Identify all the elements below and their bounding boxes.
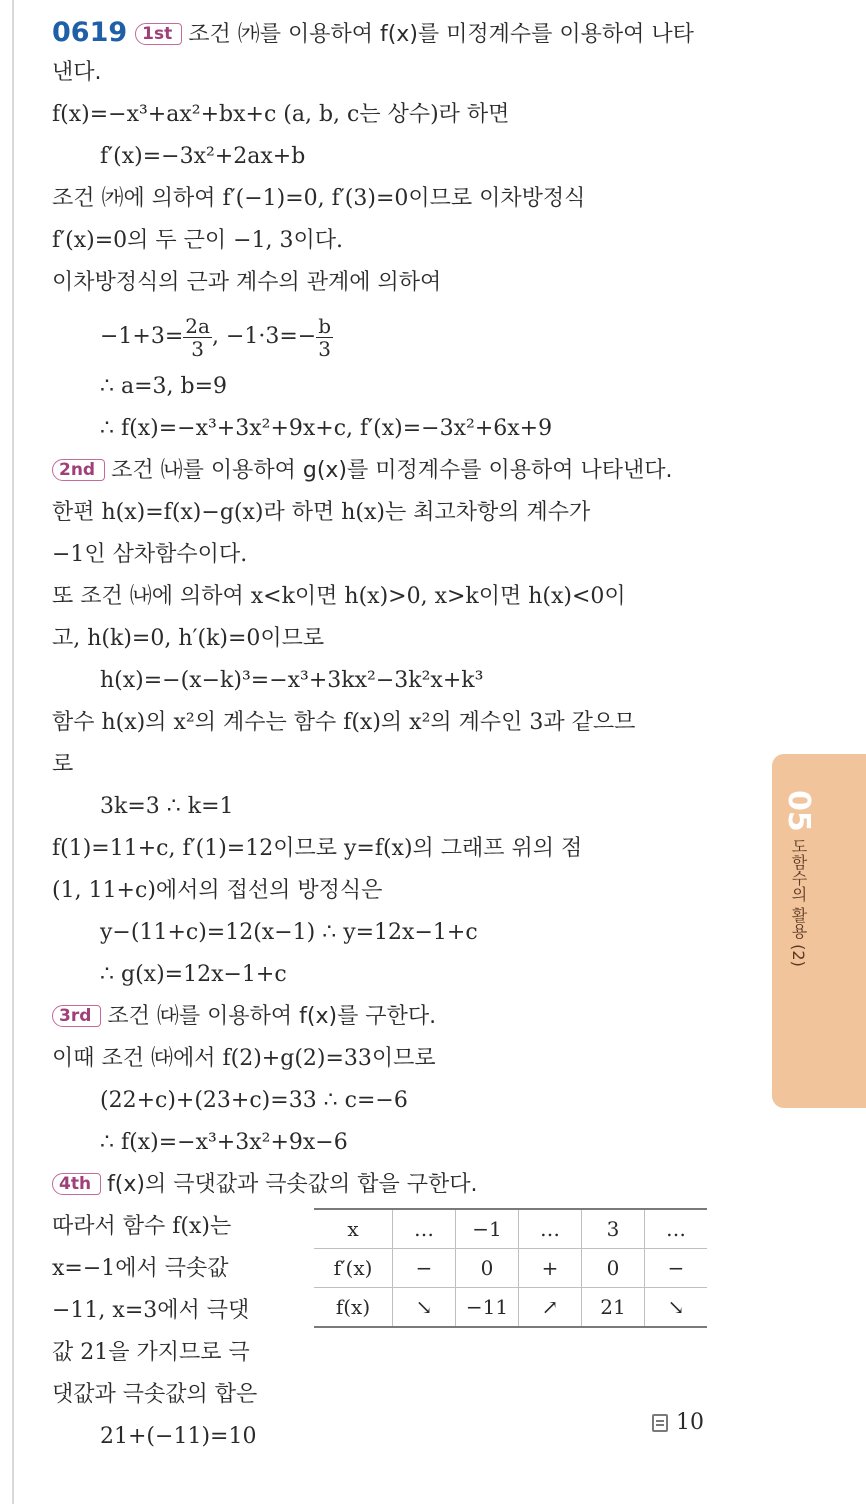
line-9: 한편 h(x)=f(x)−g(x)라 하면 h(x)는 최고차항의 계수가 (52, 500, 591, 525)
fraction-denominator: 3 (191, 336, 204, 361)
step4-title: f(x)의 극댓값과 극솟값의 합을 구한다. (107, 1172, 478, 1197)
fraction-denominator: 3 (318, 336, 331, 361)
line-3: 조건 ㈎에 의하여 f′(−1)=0, f′(3)=0이므로 이차방정식 (52, 186, 586, 211)
line-4: f′(x)=0의 두 근이 −1, 3이다. (52, 228, 344, 253)
page-margin-rule (12, 0, 14, 1504)
step-badge-4th: 4th (52, 1173, 101, 1195)
line-24: 따라서 함수 f(x)는 (52, 1214, 232, 1239)
table-cell: 0 (582, 1249, 645, 1288)
fraction-numerator: b (318, 313, 332, 338)
table-cell: f′(x) (314, 1249, 393, 1288)
table-cell: x (314, 1209, 393, 1249)
line-23: ∴ f(x)=−x³+3x²+9x−6 (100, 1130, 348, 1155)
table-cell: … (645, 1209, 708, 1249)
line-25: x=−1에서 극솟값 (52, 1256, 229, 1281)
line-13: h(x)=−(x−k)³=−x³+3kx²−3k²x+k³ (100, 668, 484, 693)
line-19: y−(11+c)=12(x−1) ∴ y=12x−1+c (100, 920, 478, 945)
line-8: ∴ f(x)=−x³+3x²+9x+c, f′(x)=−3x²+6x+9 (100, 416, 553, 441)
line-7: ∴ a=3, b=9 (100, 374, 228, 399)
table-cell: 3 (582, 1209, 645, 1249)
fraction-2a-over-3 (183, 315, 212, 360)
table-cell: … (393, 1209, 456, 1249)
line-11: 또 조건 ㈏에 의하여 x<k이면 h(x)>0, x>k이면 h(x)<0이 (52, 584, 626, 609)
step1-heading (52, 18, 694, 50)
line-14: 함수 h(x)의 x²의 계수는 함수 f(x)의 x²의 계수인 3과 같으므 (52, 710, 636, 735)
line-28: 댓값과 극솟값의 합은 (52, 1382, 258, 1407)
answer-icon (652, 1414, 668, 1432)
table-cell: + (519, 1249, 582, 1288)
table-cell: 21 (582, 1288, 645, 1328)
step1-title-cont: 낸다. (52, 60, 102, 85)
problem-number: 0619 (52, 17, 128, 48)
line-2: f′(x)=−3x²+2ax+b (100, 144, 306, 169)
vieta-product-left: , −1·3=− (211, 324, 317, 349)
line-27: 값 21을 가지므로 극 (52, 1340, 250, 1365)
decreasing-arrow-icon: ↘ (645, 1288, 708, 1328)
step-badge-2nd: 2nd (52, 459, 105, 481)
table-cell: 0 (456, 1249, 519, 1288)
step4-heading (52, 1170, 478, 1200)
step-badge-1st: 1st (135, 23, 182, 45)
line-16: 3k=3 ∴ k=1 (100, 794, 234, 819)
line-17: f(1)=11+c, f′(1)=12이므로 y=f(x)의 그래프 위의 점 (52, 836, 583, 861)
table-row (314, 1249, 707, 1288)
line-20: ∴ g(x)=12x−1+c (100, 962, 287, 987)
increase-decrease-table (314, 1208, 707, 1328)
line-6-vieta (100, 312, 333, 362)
line-26: −11, x=3에서 극댓 (52, 1298, 250, 1323)
step1-title: 조건 ㈎를 이용하여 f(x)를 미정계수를 이용하여 나타 (188, 22, 694, 47)
line-5: 이차방정식의 근과 계수의 관계에 의하여 (52, 270, 442, 295)
chapter-number: 05 (781, 790, 816, 832)
step2-heading (52, 456, 673, 486)
table-cell: −1 (456, 1209, 519, 1249)
vieta-sum-left: −1+3= (100, 324, 184, 349)
step3-heading (52, 1002, 436, 1032)
table-cell: − (645, 1249, 708, 1288)
table-cell: f(x) (314, 1288, 393, 1328)
fraction-b-over-3 (316, 315, 333, 360)
table-cell: … (519, 1209, 582, 1249)
fraction-numerator: 2a (185, 313, 210, 338)
line-15: 로 (52, 752, 74, 777)
increasing-arrow-icon: ↗ (519, 1288, 582, 1328)
line-21: 이때 조건 ㈐에서 f(2)+g(2)=33이므로 (52, 1046, 436, 1071)
decreasing-arrow-icon: ↘ (393, 1288, 456, 1328)
answer-value: 10 (676, 1410, 704, 1435)
step2-title: 조건 ㈏를 이용하여 g(x)를 미정계수를 이용하여 나타낸다. (111, 458, 673, 483)
line-22: (22+c)+(23+c)=33 ∴ c=−6 (100, 1088, 408, 1113)
table-row (314, 1288, 707, 1328)
step3-title: 조건 ㈐를 이용하여 f(x)를 구한다. (107, 1004, 437, 1029)
line-18: (1, 11+c)에서의 접선의 방정식은 (52, 878, 383, 903)
line-29: 21+(−11)=10 (100, 1424, 257, 1449)
chapter-title: 도함수의 활용 (2) (789, 838, 808, 967)
answer (652, 1410, 704, 1435)
line-1: f(x)=−x³+ax²+bx+c (a, b, c는 상수)라 하면 (52, 102, 510, 127)
line-10: −1인 삼차함수이다. (52, 542, 248, 567)
step-badge-3rd: 3rd (52, 1005, 101, 1027)
table-row (314, 1209, 707, 1249)
table-cell: − (393, 1249, 456, 1288)
line-12: 고, h(k)=0, h′(k)=0이므로 (52, 626, 325, 651)
table-cell: −11 (456, 1288, 519, 1328)
